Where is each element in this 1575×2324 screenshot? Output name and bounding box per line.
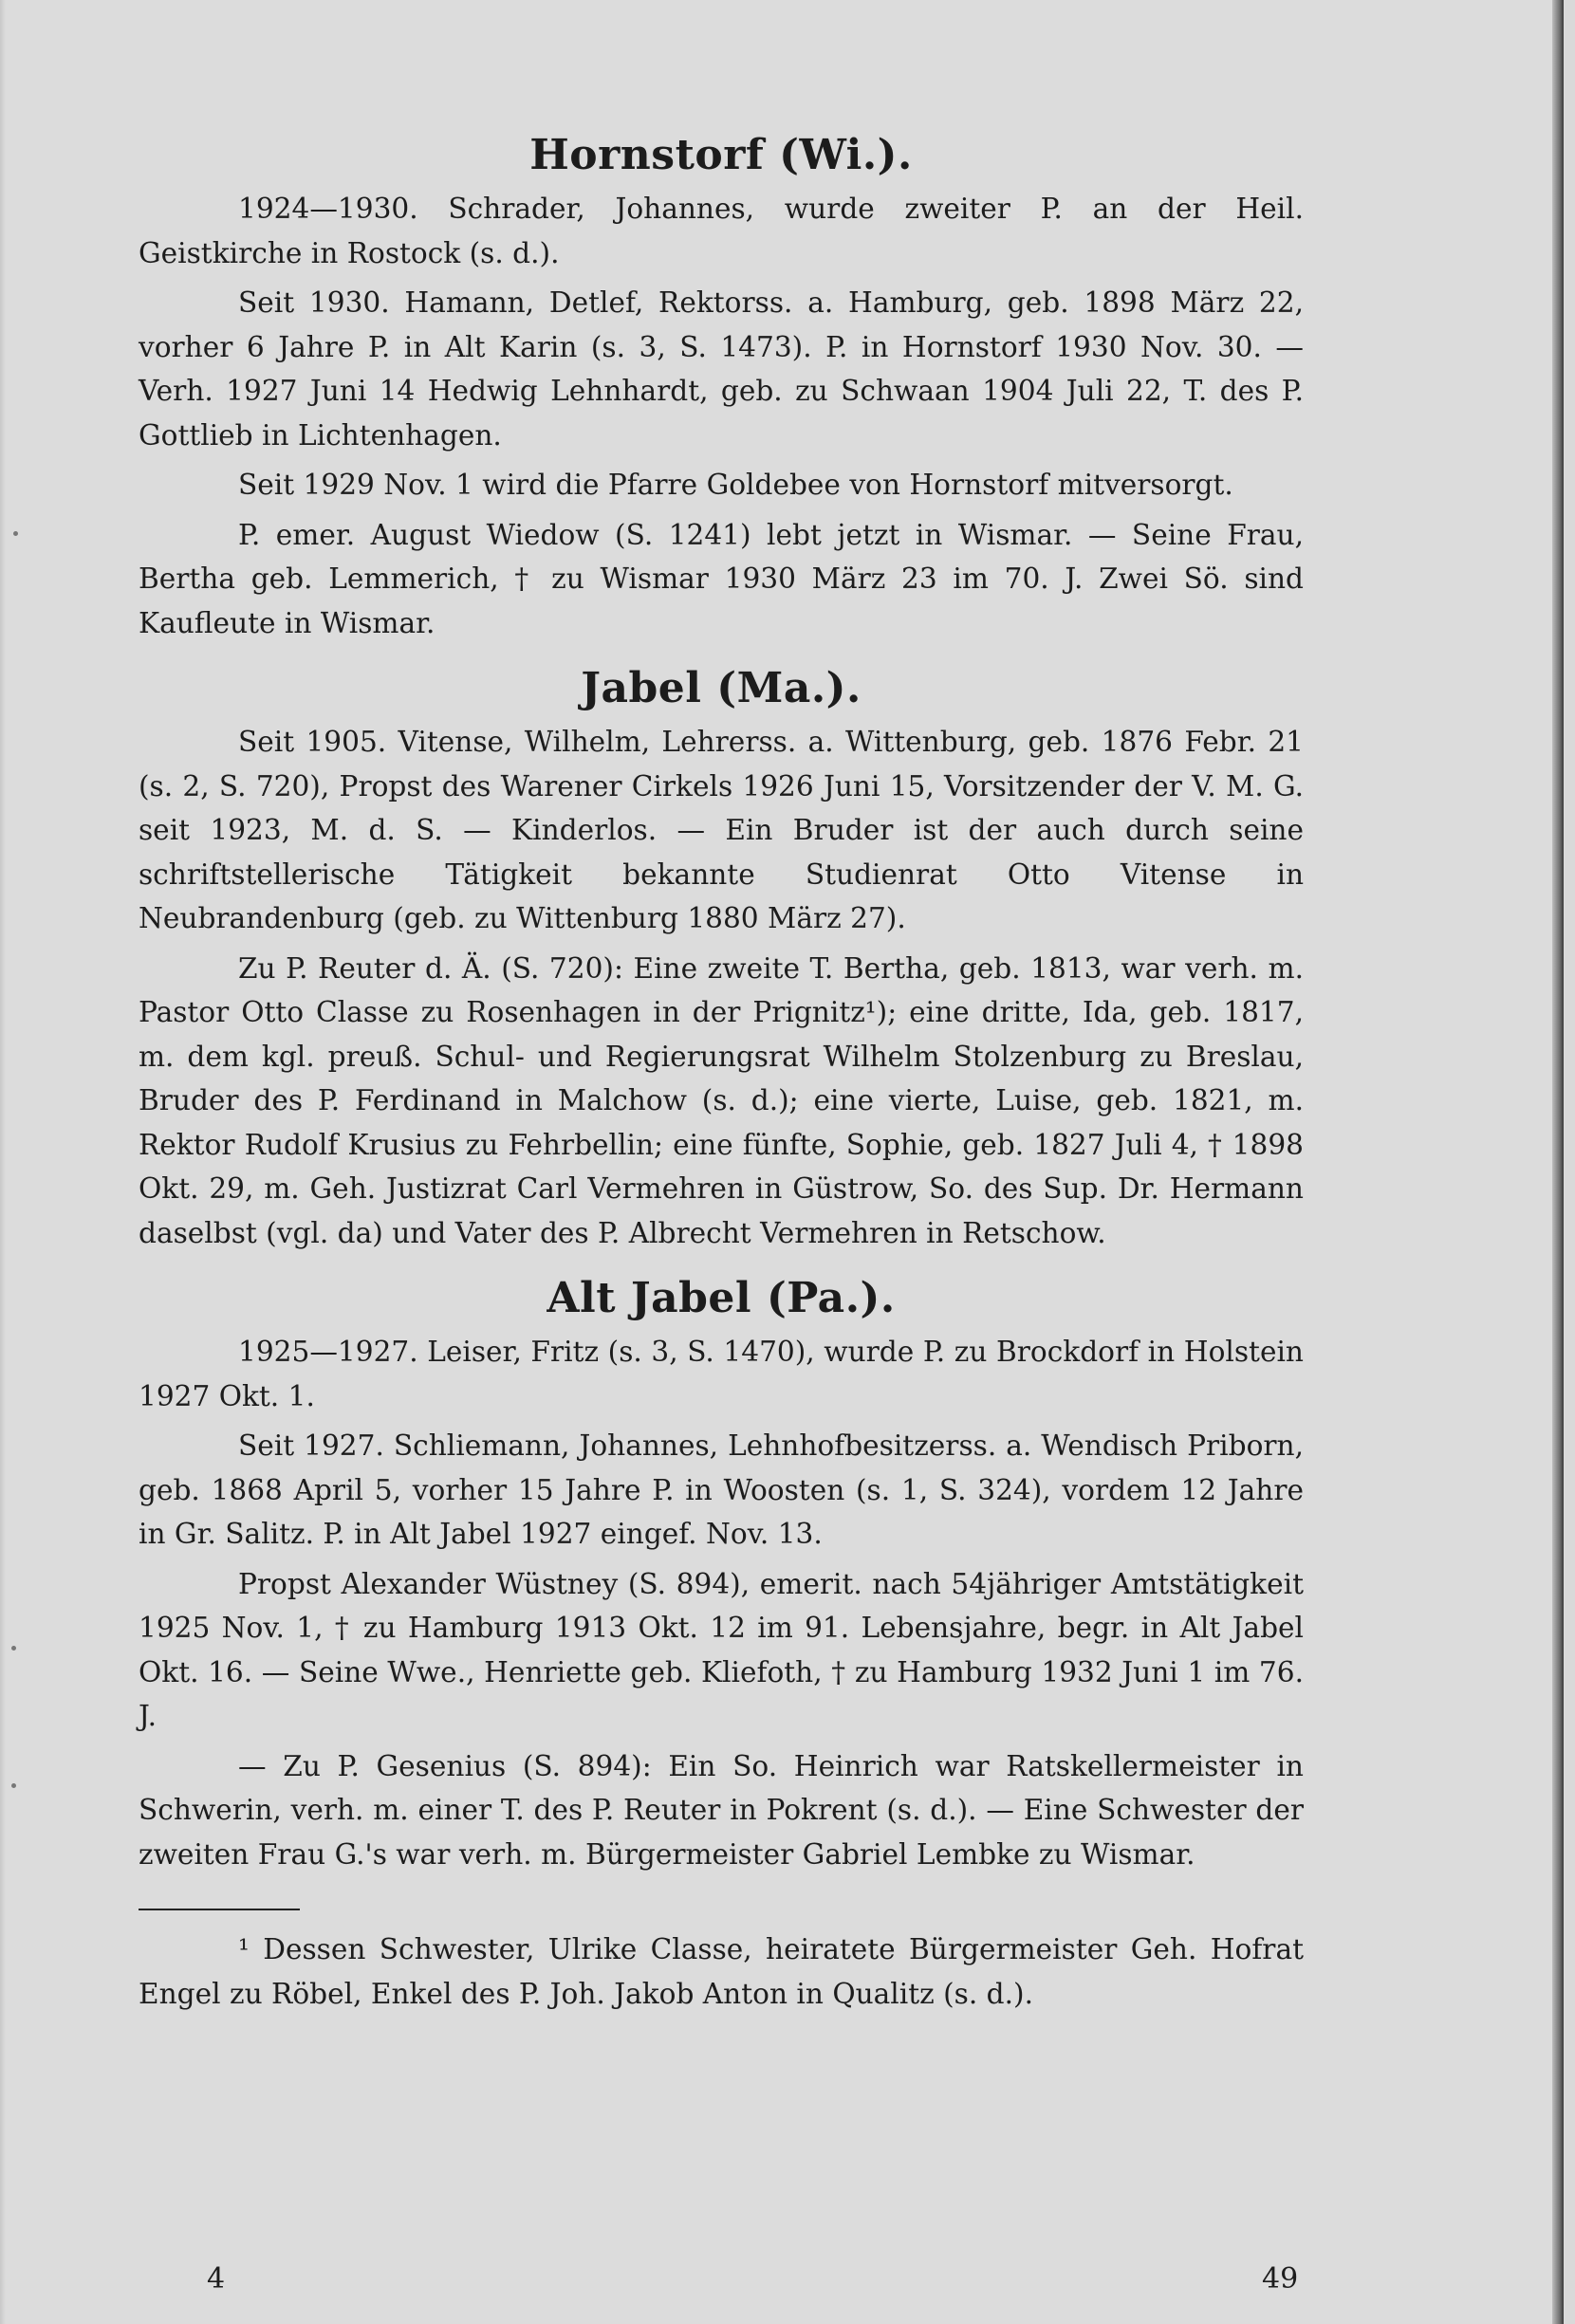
paragraph: Seit 1929 Nov. 1 wird die Pfarre Goldebee von Hornstorf mitversorgt.: [238, 469, 1233, 501]
scan-speck: [13, 531, 18, 536]
paragraph: Seit 1905. Vitense, Wilhelm, Lehrerss. a. Wittenburg, geb. 1876 Febr. 21 (s. 2, S. 720), Propst des Warener Cirkels 1926 Juni 15, Vorsitzender der V. M. G. seit 1923, M. d. S. — Kinderlos. — Ein Bruder ist der auch durch seine schriftstellerische Tätigkeit bekannte Studienrat Otto Vitense in Neubrandenburg (geb. zu Wittenburg 1880 März 27).: [139, 726, 1304, 934]
paragraph: Seit 1930. Hamann, Detlef, Rektorss. a. Hamburg, geb. 1898 März 22, vorher 6 Jahre P. in Alt Karin (s. 3, S. 1473). P. in Hornstorf 1930 Nov. 30. — Verh. 1927 Juni 14 Hedwig Lehnhardt, geb. zu Schwaan 1904 Juli 22, T. des P. Gottlieb in Lichtenhagen.: [139, 286, 1304, 452]
section-heading: Hornstorf (Wi.).: [529, 131, 913, 179]
section-jabel: [139, 664, 1304, 1255]
paragraph: — Zu P. Gesenius (S. 894): Ein So. Heinrich war Ratskellermeister in Schwerin, verh. m. einer T. des P. Reuter in Pokrent (s. d.). — Eine Schwester der zweiten Frau G.'s war verh. m. Bürgermeister Gabriel Lembke zu Wismar.: [139, 1749, 1304, 1871]
paragraph: 1924—1930. Schrader, Johannes, wurde zweiter P. an der Heil. Geistkirche in Rostock (s. d.).: [139, 193, 1304, 269]
section-alt-jabel: [139, 1274, 1304, 1876]
paragraph: Propst Alexander Wüstney (S. 894), emerit. nach 54jähriger Amtstätigkeit 1925 Nov. 1, † zu Hamburg 1913 Okt. 12 im 91. Lebensjahre, begr. in Alt Jabel Okt. 16. — Seine Wwe., Henriette geb. Kliefoth, † zu Hamburg 1932 Juni 1 im 76. J.: [139, 1567, 1304, 1732]
footnote: ¹ Dessen Schwester, Ulrike Classe, heiratete Bürgermeister Geh. Hofrat Engel zu Röbel, Enkel des P. Joh. Jakob Anton in Qualitz (s. d.).: [139, 1933, 1304, 2010]
signature-mark: 4: [207, 2262, 226, 2296]
scan-speck: [11, 1783, 16, 1788]
paragraph: P. emer. August Wiedow (S. 1241) lebt jetzt in Wismar. — Seine Frau, Bertha geb. Lemmerich, † zu Wismar 1930 März 23 im 70. J. Zwei Sö. sind Kaufleute in Wismar.: [139, 518, 1304, 639]
page-left-edge: [0, 0, 6, 2324]
page-body: [139, 131, 1304, 2016]
paragraph: Seit 1927. Schliemann, Johannes, Lehnhofbesitzerss. a. Wendisch Priborn, geb. 1868 April 5, vorher 15 Jahre P. in Woosten (s. 1, S. 324), vordem 12 Jahre in Gr. Salitz. P. in Alt Jabel 1927 eingef. Nov. 13.: [139, 1429, 1304, 1550]
footnote-divider: [139, 1909, 300, 1910]
section-heading: Alt Jabel (Pa.).: [547, 1274, 896, 1322]
page-right-edge-shadow: [1552, 0, 1564, 2324]
page-number: 49: [1262, 2262, 1299, 2296]
section-hornstorf: [139, 131, 1304, 645]
paragraph: 1925—1927. Leiser, Fritz (s. 3, S. 1470), wurde P. zu Brockdorf in Holstein 1927 Okt. 1.: [139, 1336, 1304, 1412]
paragraph: Zu P. Reuter d. Ä. (S. 720): Eine zweite T. Bertha, geb. 1813, war verh. m. Pastor Otto Classe zu Rosenhagen in der Prignitz¹); eine dritte, Ida, geb. 1817, m. dem kgl. preuß. Schul- und Regierungsrat Wilhelm Stolzenburg zu Breslau, Bruder des P. Ferdinand in Malchow (s. d.); eine vierte, Luise, geb. 1821, m. Rektor Rudolf Krusius zu Fehrbellin; eine fünfte, Sophie, geb. 1827 Juli 4, † 1898 Okt. 29, m. Geh. Justizrat Carl Vermehren in Güstrow, So. des Sup. Dr. Hermann daselbst (vgl. da) und Vater des P. Albrecht Vermehren in Retschow.: [139, 951, 1304, 1249]
scan-speck: [11, 1646, 16, 1651]
section-heading: Jabel (Ma.).: [581, 664, 862, 712]
